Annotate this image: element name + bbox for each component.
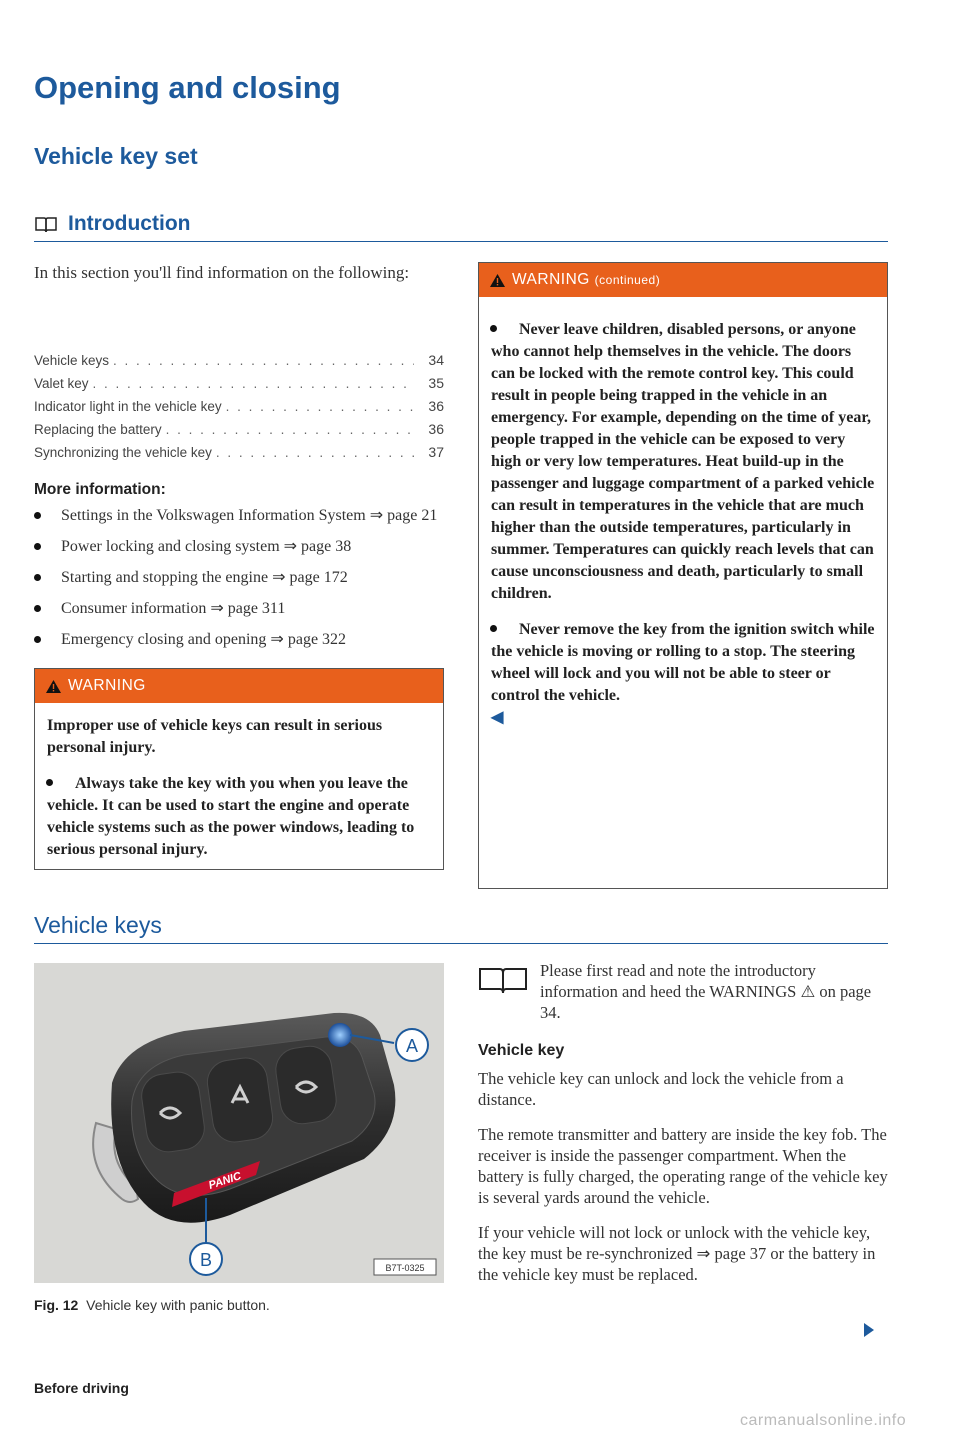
more-info-list <box>34 506 444 661</box>
list-item[interactable]: Emergency closing and opening ⇒ page 322 <box>34 630 444 650</box>
warning-title: WARNING <box>68 677 146 694</box>
page-footer: Before driving <box>34 1380 129 1396</box>
toc-label: Replacing the battery <box>34 422 162 437</box>
warning-bullet: Always take the key with you when you leave the vehicle. It can be used to start the engine and operate vehicle systems such as the power windows, leading to serious personal injury. <box>47 775 415 858</box>
toc-label: Valet key <box>34 376 89 391</box>
warning-continued-box <box>478 262 888 889</box>
intro-note: Please first read and note the introductory information and heed the WARNINGS ⚠ on page 34. <box>478 960 888 1023</box>
intro-lead: In this section you'll find information on the following: <box>34 263 410 282</box>
vehicle-key-illustration <box>34 963 444 1283</box>
toc-page: 35 <box>428 375 444 391</box>
introduction-heading-row <box>34 212 888 242</box>
toc-item[interactable] <box>34 352 444 375</box>
list-item[interactable]: Consumer information ⇒ page 311 <box>34 599 444 619</box>
warning-bullet: Never leave children, disabled persons, or anyone who cannot help themselves in the vehicle. The doors can be locked with the remote control key. This could result in people being trapped in the vehicle in an emergency. For example, depending on the time of year, people trapped in the vehicle can be exposed to very high or very low temperatures. Heat build-up in the passenger and luggage compartment of a parked vehicle can result in temperatures in the vehicle that are much higher than the outside temperatures, particularly in summer. Temperatures can quickly reach levels that can cause unconsciousness and death, particularly to small children. <box>491 321 875 602</box>
section-title: Opening and closing <box>34 70 341 105</box>
warning-header <box>479 263 887 297</box>
toc-page: 36 <box>428 398 444 414</box>
toc-item[interactable] <box>34 444 444 467</box>
toc-label: Indicator light in the vehicle key <box>34 399 222 414</box>
figure-code: B7T-0325 <box>385 1263 425 1273</box>
continue-arrow-icon <box>864 1323 874 1337</box>
toc-page: 36 <box>428 421 444 437</box>
end-marker-icon: ◀ <box>491 709 504 726</box>
subsection-title: Vehicle key set <box>34 143 198 169</box>
vehicle-keys-heading-row <box>34 910 888 944</box>
introduction-heading: Introduction <box>68 212 191 235</box>
book-icon <box>34 216 58 234</box>
list-item[interactable]: Power locking and closing system ⇒ page 38 <box>34 537 444 557</box>
more-info-label: More information: <box>34 481 166 498</box>
callout-b: B <box>199 1250 213 1270</box>
warning-lead: Improper use of vehicle keys can result in serious personal injury. <box>47 717 383 756</box>
toc-label: Synchronizing the vehicle key <box>34 445 212 460</box>
warning-icon <box>489 273 506 288</box>
book-icon <box>478 965 528 995</box>
toc-item[interactable] <box>34 398 444 421</box>
list-item[interactable]: Starting and stopping the engine ⇒ page 172 <box>34 568 444 588</box>
toc-page: 34 <box>428 352 444 368</box>
callout-a: A <box>405 1036 419 1056</box>
warning-header <box>35 669 443 703</box>
warning-box <box>34 668 444 870</box>
toc-page: 37 <box>428 444 444 460</box>
key-figure <box>34 963 444 1283</box>
vehicle-keys-heading: Vehicle keys <box>34 912 162 938</box>
vehicle-keys-text <box>478 960 888 1299</box>
paragraph: The vehicle key can unlock and lock the vehicle from a distance. <box>478 1069 844 1109</box>
paragraph: The remote transmitter and battery are inside the key fob. The receiver is inside the passenger compartment. When the battery is fully charged, the operating range of the vehicle key is several yards around the vehicle. <box>478 1125 888 1207</box>
list-item[interactable]: Settings in the Volkswagen Information System ⇒ page 21 <box>34 506 444 526</box>
warning-title: WARNING (continued) <box>512 271 661 288</box>
figure-caption: Fig. 12 Vehicle key with panic button. <box>34 1297 270 1313</box>
warning-bullet: Never remove the key from the ignition switch while the vehicle is moving or rolling to a stop. The steering wheel will lock and you will not be able to steer or control the vehicle. ◀ <box>491 621 875 726</box>
warning-icon <box>45 679 62 694</box>
panic-label: PANIC <box>207 1170 243 1192</box>
paragraph: If your vehicle will not lock or unlock with the vehicle key, the key must be re-synchronized ⇒ page 37 or the battery in the vehicle key must be replaced. <box>478 1223 876 1284</box>
toc-label: Vehicle keys <box>34 353 110 368</box>
table-of-contents <box>34 352 444 467</box>
watermark: carmanualsonline.info <box>740 1412 907 1429</box>
vehicle-key-subheading: Vehicle key <box>478 1042 565 1059</box>
toc-item[interactable] <box>34 421 444 444</box>
toc-item[interactable] <box>34 375 444 398</box>
